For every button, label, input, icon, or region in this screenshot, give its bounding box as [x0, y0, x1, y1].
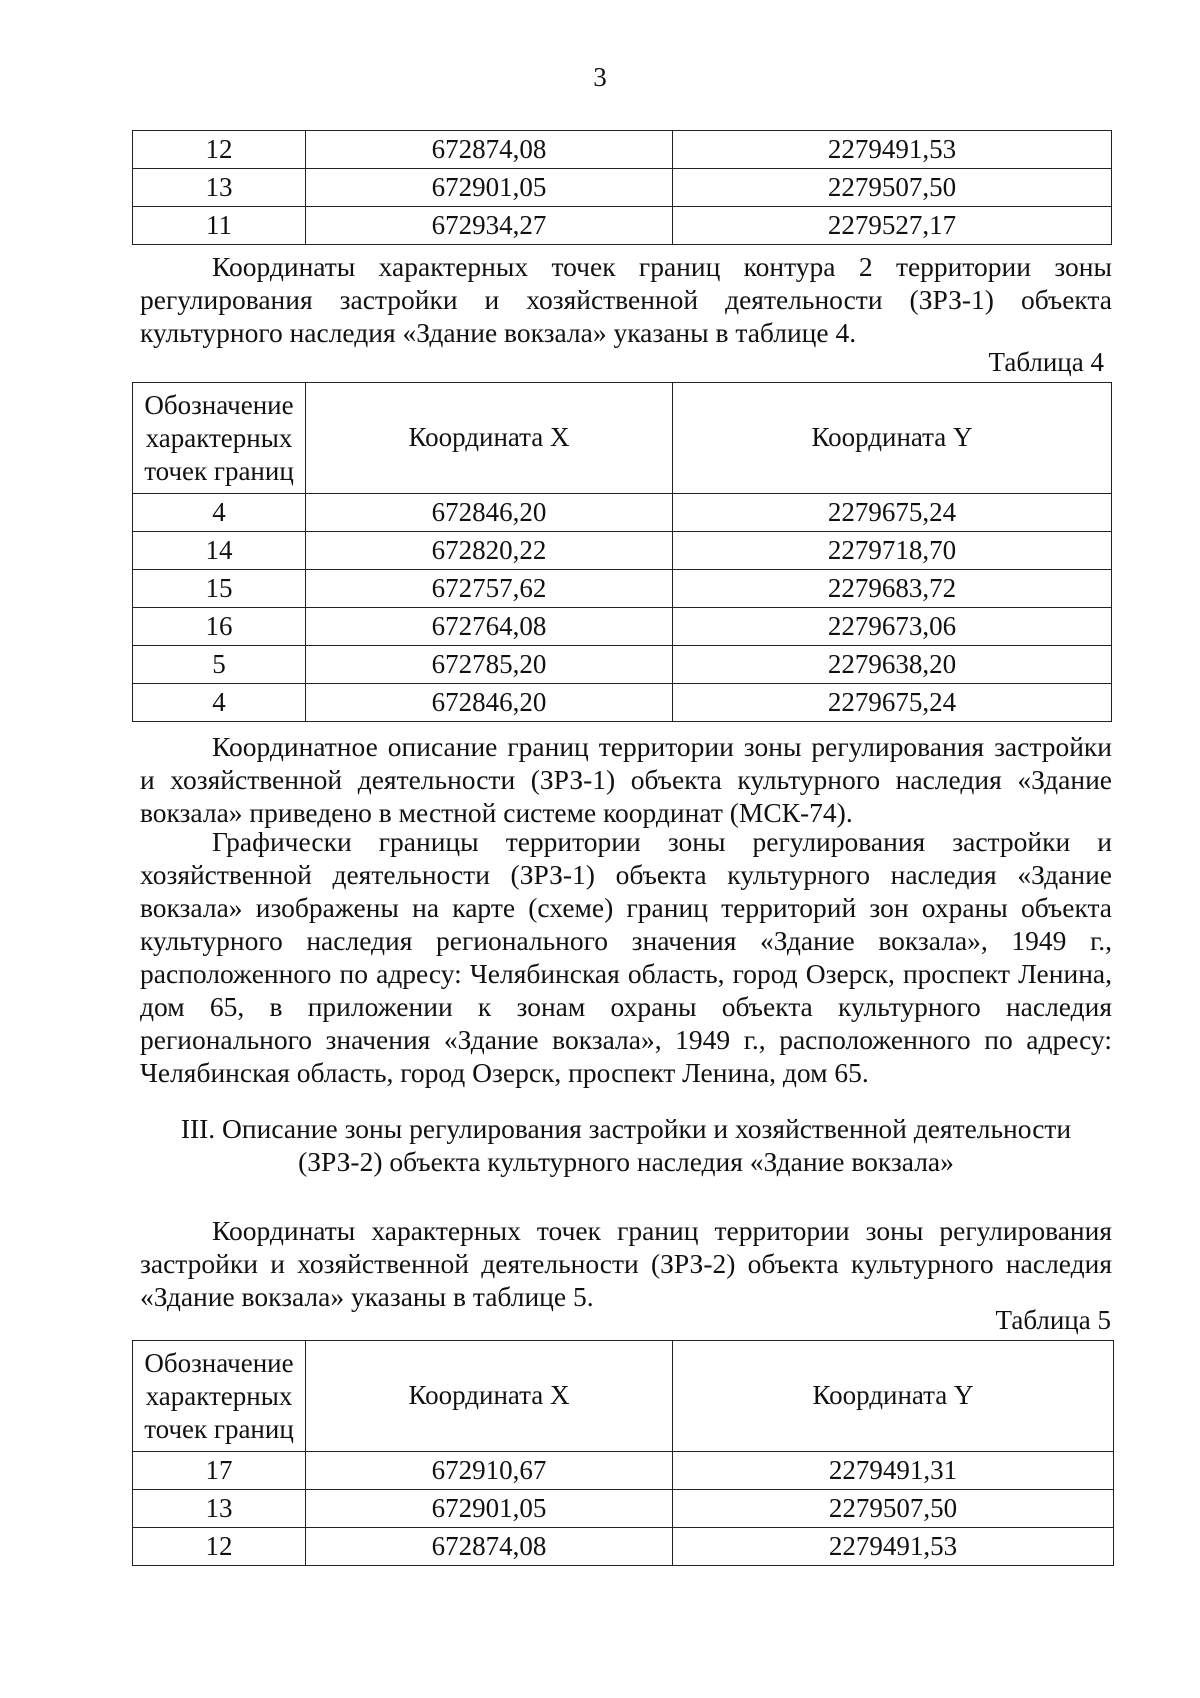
header-coordinate-x: Координата X	[306, 383, 673, 494]
y-cell: 2279527,17	[673, 207, 1112, 245]
y-cell: 2279718,70	[673, 532, 1112, 570]
point-cell: 12	[133, 131, 306, 169]
y-cell: 2279683,72	[673, 570, 1112, 608]
x-cell: 672901,05	[306, 169, 673, 207]
paragraph-table4-intro: Координаты характерных точек границ контура 2 территории зоны регулирования застройки и хозяйственной деятельности (ЗРЗ-1) объекта культурного наследия «Здание вокзала» указаны в таблице 4.	[140, 251, 1112, 348]
paragraph-graphic-boundaries: Графически границы территории зоны регулирования застройки и хозяйственной деятельности (ЗРЗ-1) объекта культурного наследия «Здание вокзала» изображены на карте (схеме) границ территорий зон охраны объекта культурного наследия регионального значения «Здание вокзала», 1949 г., расположенного по адресу: Челябинская область, город Озерск, проспект Ленина, дом 65, в приложении к зонам охраны объекта культурного наследия регионального значения «Здание вокзала», 1949 г., расположенного по адресу: Челябинская область, город Озерск, проспект Ленина, дом 65.	[140, 826, 1112, 1088]
x-cell: 672846,20	[306, 494, 673, 532]
header-point-designation: Обозначение характерных точек границ	[133, 383, 306, 494]
table-row	[133, 169, 1112, 207]
x-cell: 672901,05	[306, 1490, 673, 1528]
point-cell: 17	[133, 1452, 306, 1490]
table-row	[133, 684, 1112, 722]
table-row	[133, 608, 1112, 646]
paragraph-table5-intro: Координаты характерных точек границ территории зоны регулирования застройки и хозяйственной деятельности (ЗРЗ-2) объекта культурного наследия «Здание вокзала» указаны в таблице 5.	[140, 1215, 1112, 1312]
table-row	[133, 532, 1112, 570]
section-3-heading	[140, 1112, 1112, 1178]
x-cell: 672910,67	[306, 1452, 673, 1490]
header-coordinate-y: Координата Y	[673, 1341, 1114, 1452]
x-cell: 672874,08	[306, 131, 673, 169]
point-cell: 13	[133, 169, 306, 207]
page-number: 3	[593, 62, 607, 92]
table-row	[133, 207, 1112, 245]
y-cell: 2279675,24	[673, 494, 1112, 532]
point-cell: 15	[133, 570, 306, 608]
header-point-designation: Обозначение характерных точек границ	[133, 1341, 306, 1452]
point-cell: 11	[133, 207, 306, 245]
table-row	[133, 131, 1112, 169]
point-cell: 13	[133, 1490, 306, 1528]
x-cell: 672874,08	[306, 1528, 673, 1566]
point-cell: 16	[133, 608, 306, 646]
y-cell: 2279507,50	[673, 169, 1112, 207]
y-cell: 2279491,53	[673, 131, 1112, 169]
y-cell: 2279507,50	[673, 1490, 1114, 1528]
point-cell: 12	[133, 1528, 306, 1566]
table-header-row	[133, 383, 1112, 494]
x-cell: 672764,08	[306, 608, 673, 646]
y-cell: 2279491,31	[673, 1452, 1114, 1490]
table4-label: Таблица 4	[988, 347, 1104, 377]
x-cell: 672934,27	[306, 207, 673, 245]
section-3-heading-line1: III. Описание зоны регулирования застройки и хозяйственной деятельности	[180, 1113, 1072, 1144]
coordinates-table-continuation	[132, 130, 1112, 245]
table5-label: Таблица 5	[995, 1305, 1111, 1335]
table-row	[133, 646, 1112, 684]
y-cell: 2279638,20	[673, 646, 1112, 684]
table-row	[133, 1452, 1114, 1490]
y-cell: 2279491,53	[673, 1528, 1114, 1566]
table-row	[133, 1490, 1114, 1528]
paragraph-coordinate-system: Координатное описание границ территории зоны регулирования застройки и хозяйственной деятельности (ЗРЗ-1) объекта культурного наследия «Здание вокзала» приведено в местной системе координат (МСК-74).	[140, 731, 1112, 828]
point-cell: 4	[133, 494, 306, 532]
y-cell: 2279673,06	[673, 608, 1112, 646]
table-row	[133, 494, 1112, 532]
coordinates-table-4	[132, 382, 1112, 722]
x-cell: 672757,62	[306, 570, 673, 608]
x-cell: 672846,20	[306, 684, 673, 722]
y-cell: 2279675,24	[673, 684, 1112, 722]
point-cell: 4	[133, 684, 306, 722]
coordinates-table-5	[132, 1340, 1114, 1566]
header-coordinate-y: Координата Y	[673, 383, 1112, 494]
point-cell: 14	[133, 532, 306, 570]
header-coordinate-x: Координата X	[306, 1341, 673, 1452]
x-cell: 672820,22	[306, 532, 673, 570]
table-row	[133, 1528, 1114, 1566]
x-cell: 672785,20	[306, 646, 673, 684]
point-cell: 5	[133, 646, 306, 684]
table-header-row	[133, 1341, 1114, 1452]
table-row	[133, 570, 1112, 608]
section-3-heading-line2: (ЗРЗ-2) объекта культурного наследия «Здание вокзала»	[298, 1146, 954, 1177]
